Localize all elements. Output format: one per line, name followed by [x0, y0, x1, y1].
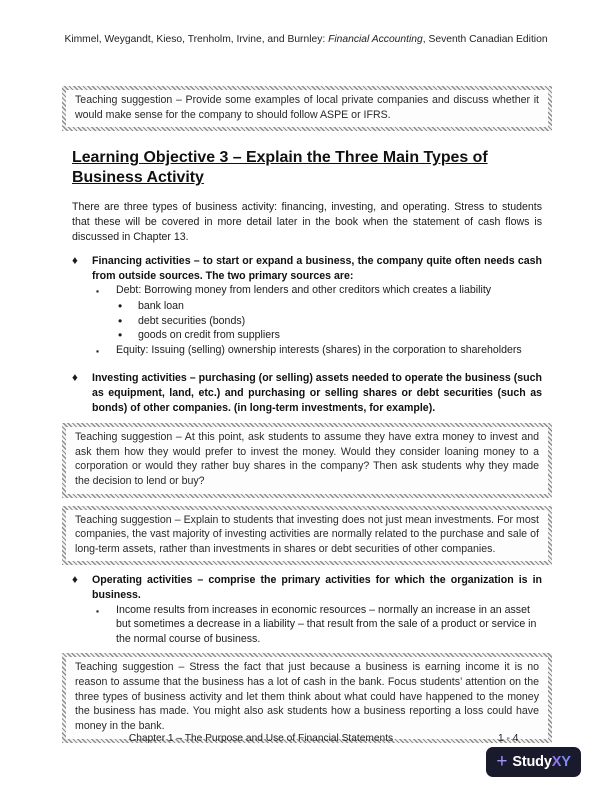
header-book-title: Financial Accounting: [328, 34, 423, 45]
financing-activities-item: [72, 254, 542, 283]
financing-activities-text: Financing activities – to start or expand a business, the company quite often needs cash from outside sources. The two primary sources are:: [92, 255, 542, 282]
equity-subitem-text: Equity: Issuing (selling) ownership interests (shares) in the corporation to shareholders: [116, 343, 522, 356]
teaching-suggestion-text: Teaching suggestion – Explain to students that investing does not just mean investments. For most companies, the vast majority of investing activities are normally related to the purchase and sale of long-term assets, rather than investments in shares or debt securities of other companies.: [75, 513, 539, 555]
debt-securities-text: debt securities (bonds): [138, 314, 246, 327]
wordmark-study: Study: [512, 754, 552, 770]
operating-activities-list: [72, 573, 542, 646]
bank-loan-text: bank loan: [138, 299, 184, 312]
teaching-suggestion-box-1: [62, 86, 552, 131]
footer-page-number: 1 - 4: [498, 733, 519, 744]
investing-activities-text: Investing activities – purchasing (or selling) assets needed to operate the business (such as equipment, land, etc.) and purchasing or selling shares or debt securities (such as bonds) of other companies. (in long-term investments, for example).: [92, 372, 542, 414]
studyxy-wordmark: [512, 752, 570, 772]
teaching-suggestion-text: Teaching suggestion – Stress the fact that just because a business is earning income it is no reason to assume that the business has a lot of cash in the bank. Focus students’ attention on the three types of business activity and let them think about what could have happened to the money the business has made. You might also ask students how a business reporting a loss could have money in the bank.: [75, 661, 539, 732]
dot-bullet-icon: •: [118, 313, 123, 328]
operating-activities-item: [72, 573, 542, 602]
teaching-suggestion-box-4: [62, 653, 552, 742]
header-authors: Kimmel, Weygandt, Kieso, Trenholm, Irvine, and Burnley:: [64, 34, 329, 45]
square-bullet-icon: ▪: [96, 286, 100, 297]
page-content: [62, 86, 552, 743]
dot-bullet-icon: •: [118, 298, 123, 313]
diamond-bullet-icon: ♦: [72, 372, 78, 385]
dot-bullet-icon: •: [118, 328, 123, 343]
wordmark-x: X: [551, 754, 562, 770]
equity-subitem: [96, 343, 542, 359]
goods-on-credit-subitem: [118, 328, 542, 343]
header-edition: , Seventh Canadian Edition: [422, 34, 548, 45]
wordmark-y: Y: [561, 754, 571, 770]
footer-chapter-title: Chapter 1 – The Purpose and Use of Financial Statements: [128, 733, 394, 744]
square-bullet-icon: ▪: [96, 605, 100, 616]
income-subitem: [96, 603, 542, 647]
bank-loan-subitem: [118, 299, 542, 314]
operating-activities-text: Operating activities – comprise the primary activities for which the organization is in business.: [92, 574, 542, 602]
studyxy-badge: [486, 747, 581, 777]
teaching-suggestion-text: Teaching suggestion – Provide some examples of local private companies and discuss whether it would make sense for the company to should follow ASPE or IFRS.: [75, 94, 539, 121]
diamond-bullet-icon: ♦: [72, 574, 78, 587]
square-bullet-icon: ▪: [96, 345, 100, 356]
debt-subitem-text: Debt: Borrowing money from lenders and other creditors which creates a liability: [116, 284, 492, 297]
diamond-bullet-icon: ♦: [72, 255, 78, 268]
income-subitem-text: Income results from increases in economic resources – normally an increase in an asset but sometimes a decrease in a liability – that result from the sale of a product or service in the normal course of business.: [116, 603, 537, 645]
plus-icon: +: [496, 750, 508, 772]
teaching-suggestion-box-3: [62, 506, 552, 566]
intro-paragraph: There are three types of business activity: financing, investing, and operating. Stress to students that these will be covered in more detail later in the book when the statement of cash flows is discussed in Chapter 13.: [72, 201, 542, 243]
running-header: [0, 33, 612, 47]
investing-activities-list: [72, 371, 542, 415]
goods-on-credit-text: goods on credit from suppliers: [138, 329, 280, 342]
teaching-suggestion-box-2: [62, 423, 552, 497]
teaching-suggestion-text: Teaching suggestion – At this point, ask students to assume they have extra money to invest and ask them how they would prefer to invest the money. Would they consider loaning money to a corporation or would they rather buy shares in the company? Then ask students why they made the decision to lend or buy?: [75, 431, 539, 487]
learning-objective-heading: Learning Objective 3 – Explain the Three Main Types of Business Activity: [72, 149, 488, 187]
debt-securities-subitem: [118, 314, 542, 329]
investing-activities-item: [72, 371, 542, 415]
debt-subitem: [96, 283, 542, 299]
financing-activities-list: [72, 254, 542, 358]
